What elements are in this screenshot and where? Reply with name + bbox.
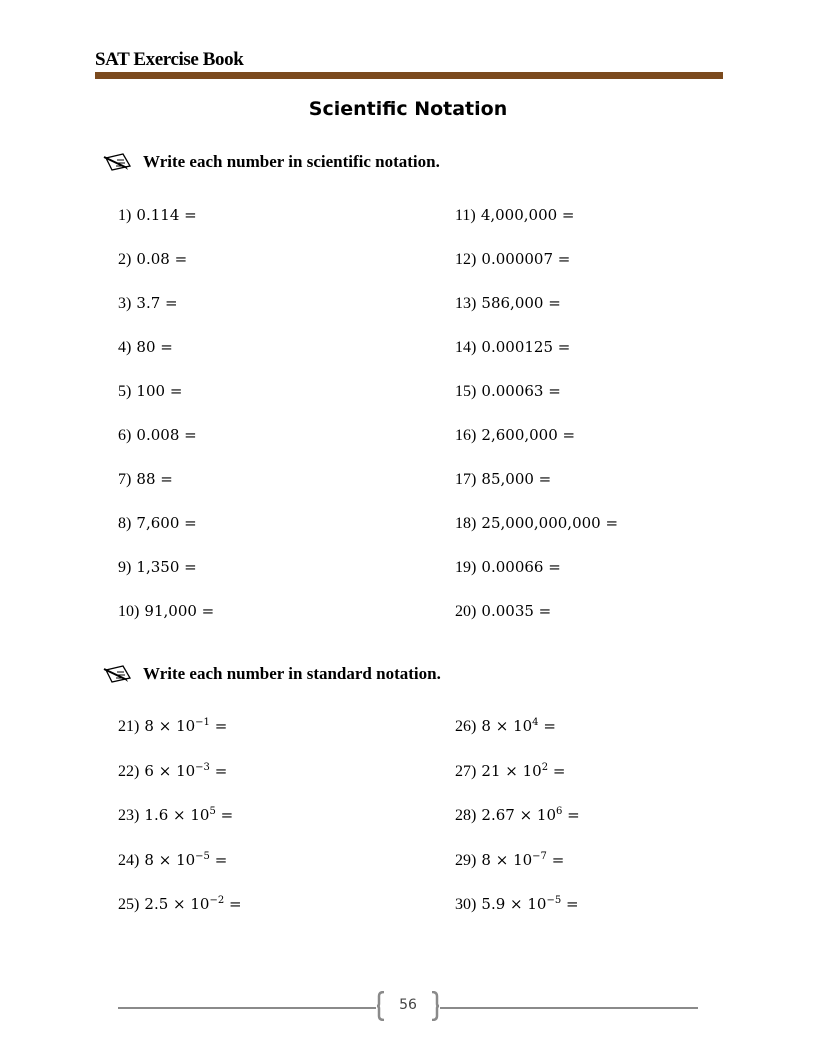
instruction-text: Write each number in scientific notation.: [143, 152, 440, 171]
problem-item: [118, 513, 197, 534]
footer-divider-left: [118, 1007, 376, 1009]
problem-expression: [144, 717, 227, 735]
problem-number: 5): [118, 383, 132, 400]
expression-base: 2.5 × 10: [144, 895, 210, 913]
expression-base: 5.9 × 10: [481, 895, 547, 913]
problem-expression: 2,600,000 =: [481, 426, 576, 444]
problem-number: 14): [455, 339, 477, 356]
exponent: 4: [532, 717, 539, 728]
instruction-standard: [103, 662, 441, 686]
problem-expression: 0.00063 =: [481, 382, 561, 400]
problem-expression: 88 =: [136, 470, 173, 488]
problem-number: 24): [118, 851, 140, 869]
problem-number: 15): [455, 383, 477, 400]
problem-expression: 586,000 =: [481, 294, 561, 312]
problem-item: [118, 381, 182, 402]
right-bracket-icon: [430, 991, 440, 1021]
expression-base: 2.67 × 10: [481, 806, 557, 824]
exponent: 5: [209, 806, 216, 817]
expression-base: 8 × 10: [481, 850, 533, 869]
problem-number: 12): [455, 251, 477, 268]
problem-item: [455, 205, 575, 226]
problem-item: [118, 761, 227, 782]
problem-expression: 85,000 =: [481, 470, 552, 488]
problem-item: [118, 557, 197, 578]
problem-expression: 100 =: [136, 382, 183, 400]
problem-item: [118, 601, 214, 622]
pencil-paper-icon: [103, 151, 135, 173]
problem-item: [118, 469, 173, 490]
exponent: 6: [556, 806, 563, 817]
equals-sign: =: [209, 850, 228, 869]
expression-base: 6 × 10: [144, 761, 196, 780]
problem-expression: 0.000125 =: [481, 338, 571, 356]
equals-sign: =: [209, 717, 228, 735]
exponent: −1: [195, 717, 210, 728]
problem-expression: 0.008 =: [136, 426, 197, 444]
problem-number: 17): [455, 471, 477, 488]
problem-item: [455, 249, 570, 270]
instruction-text: Write each number in standard notation.: [143, 664, 441, 683]
problem-number: 30): [455, 896, 477, 913]
problem-expression: [481, 762, 565, 780]
problem-item: [455, 601, 551, 622]
problem-item: [455, 716, 556, 737]
problem-item: [455, 381, 561, 402]
problem-expression: [144, 806, 233, 824]
problem-expression: [481, 806, 579, 824]
equals-sign: =: [209, 761, 228, 780]
exponent: −3: [195, 761, 210, 773]
problem-item: [455, 805, 580, 826]
footer-divider-right: [440, 1007, 698, 1009]
page-title: Scientific Notation: [308, 98, 508, 120]
equals-sign: =: [548, 761, 566, 780]
problem-number: 25): [118, 896, 140, 913]
problem-expression: 0.0035 =: [481, 602, 552, 620]
problem-number: 20): [455, 603, 477, 620]
exponent: −7: [532, 850, 547, 862]
problem-number: 4): [118, 339, 132, 356]
exponent: −5: [546, 895, 562, 906]
problem-item: [455, 337, 570, 358]
problem-expression: 4,000,000 =: [480, 206, 575, 224]
problem-number: 13): [455, 295, 477, 312]
expression-base: 8 × 10: [144, 717, 196, 735]
problem-item: [118, 293, 178, 314]
exponent: 2: [541, 761, 549, 773]
problem-number: 19): [455, 559, 477, 576]
problem-expression: 0.08 =: [136, 250, 188, 268]
problem-number: 7): [118, 471, 132, 488]
instruction-scientific: [103, 150, 440, 174]
problem-number: 22): [118, 762, 140, 780]
problem-number: 28): [455, 807, 477, 824]
problem-number: 29): [455, 851, 477, 869]
problem-expression: 25,000,000,000 =: [481, 514, 619, 532]
exponent: −2: [209, 895, 225, 906]
problem-number: 18): [455, 515, 477, 532]
equals-sign: =: [562, 806, 580, 824]
problem-expression: 7,600 =: [136, 514, 197, 532]
equals-sign: =: [215, 806, 234, 824]
problem-number: 11): [455, 207, 476, 224]
equals-sign: =: [224, 895, 242, 913]
problem-item: [455, 761, 565, 782]
problem-number: 23): [118, 807, 140, 824]
problem-item: [118, 716, 227, 737]
problem-number: 10): [118, 603, 140, 620]
problem-number: 27): [455, 762, 477, 780]
problem-expression: 91,000 =: [144, 602, 215, 620]
problem-item: [118, 425, 197, 446]
problem-number: 9): [118, 559, 132, 576]
problem-expression: [144, 851, 227, 869]
problem-item: [455, 293, 561, 314]
problem-expression: [481, 895, 578, 913]
problem-expression: [481, 717, 555, 735]
header-rule: [95, 72, 723, 79]
problem-item: [455, 557, 561, 578]
problem-expression: 3.7 =: [136, 294, 178, 312]
problem-number: 3): [118, 295, 132, 312]
equals-sign: =: [538, 717, 556, 735]
expression-base: 1.6 × 10: [144, 806, 210, 824]
problem-number: 8): [118, 515, 132, 532]
problem-item: [455, 850, 564, 871]
problem-item: [455, 513, 618, 534]
header-title: SAT Exercise Book: [95, 49, 244, 70]
problem-number: 6): [118, 427, 132, 444]
equals-sign: =: [546, 850, 565, 869]
problem-expression: 0.114 =: [136, 206, 197, 224]
problem-number: 26): [455, 718, 477, 735]
expression-base: 8 × 10: [144, 850, 196, 869]
pencil-paper-icon: [103, 663, 135, 685]
problem-item: [118, 337, 173, 358]
page-number: 56: [399, 997, 417, 1013]
problem-item: [455, 425, 575, 446]
expression-base: 8 × 10: [481, 717, 533, 735]
problem-number: 1): [118, 207, 132, 224]
equals-sign: =: [561, 895, 579, 913]
problem-expression: 0.00066 =: [481, 558, 561, 576]
problem-item: [118, 850, 227, 871]
problem-expression: [144, 762, 227, 780]
problem-expression: [481, 851, 564, 869]
problem-item: [455, 469, 551, 490]
problem-expression: 80 =: [136, 338, 173, 356]
problem-item: [118, 805, 233, 826]
problem-expression: 0.000007 =: [481, 250, 571, 268]
problem-item: [118, 249, 187, 270]
expression-base: 21 × 10: [481, 761, 542, 780]
problem-item: [455, 894, 579, 915]
problem-number: 16): [455, 427, 477, 444]
problem-expression: 1,350 =: [136, 558, 197, 576]
problem-number: 2): [118, 251, 132, 268]
problem-expression: [144, 895, 241, 913]
exponent: −5: [195, 850, 210, 862]
problem-item: [118, 205, 197, 226]
problem-number: 21): [118, 718, 140, 735]
problem-item: [118, 894, 242, 915]
